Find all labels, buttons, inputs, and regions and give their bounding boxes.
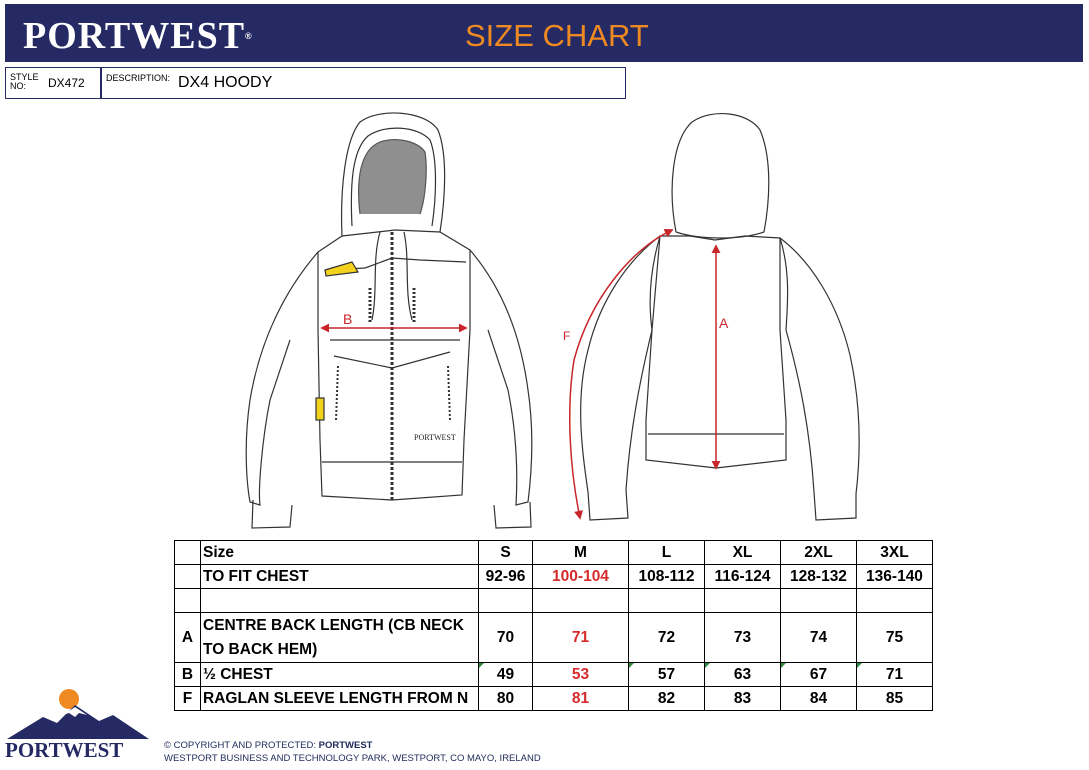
size-m: M — [533, 541, 629, 565]
description-box — [101, 67, 626, 99]
table-cell: 92-96 — [479, 565, 533, 589]
table-row — [175, 663, 933, 687]
style-number-value: DX472 — [48, 76, 85, 90]
table-cell — [479, 589, 533, 613]
table-cell: 81 — [533, 687, 629, 711]
row-label: RAGLAN SLEEVE LENGTH FROM N — [201, 687, 479, 711]
page-title: SIZE CHART — [465, 18, 649, 53]
table-cell: 80 — [479, 687, 533, 711]
table-cell: 136-140 — [857, 565, 933, 589]
table-cell: 71 — [533, 613, 629, 663]
table-cell: 53 — [533, 663, 629, 687]
table-cell: 49 — [479, 663, 533, 687]
table-cell — [629, 589, 705, 613]
address-line: WESTPORT BUSINESS AND TECHNOLOGY PARK, WESTPORT, CO MAYO, IRELAND — [164, 753, 541, 764]
copyright-line: © COPYRIGHT AND PROTECTED: PORTWEST — [164, 740, 373, 751]
size-3xl: 3XL — [857, 541, 933, 565]
size-l: L — [629, 541, 705, 565]
measure-a-label: A — [719, 315, 729, 331]
table-cell: 57 — [629, 663, 705, 687]
row-label: CENTRE BACK LENGTH (CB NECK TO BACK HEM) — [201, 613, 479, 663]
table-cell — [175, 541, 201, 565]
table-cell: 67 — [781, 663, 857, 687]
table-cell: 63 — [705, 663, 781, 687]
size-header: Size — [201, 541, 479, 565]
table-row — [175, 589, 933, 613]
table-cell: 100-104 — [533, 565, 629, 589]
measure-f-label: F — [563, 329, 571, 343]
footer-logo — [3, 687, 153, 765]
table-cell: 70 — [479, 613, 533, 663]
table-cell — [705, 589, 781, 613]
footer-logo-text: PORTWEST — [5, 738, 124, 762]
table-cell: 83 — [705, 687, 781, 711]
row-code: A — [175, 613, 201, 663]
style-number-label: STYLE NO: — [10, 72, 39, 91]
table-cell — [857, 589, 933, 613]
row-code: F — [175, 687, 201, 711]
front-brand-label: PORTWEST — [414, 433, 456, 442]
front-view — [246, 113, 532, 528]
table-cell: 74 — [781, 613, 857, 663]
header-bar — [5, 4, 1083, 62]
table-cell — [781, 589, 857, 613]
size-2xl: 2XL — [781, 541, 857, 565]
table-cell: 128-132 — [781, 565, 857, 589]
garment-diagram — [0, 100, 1089, 540]
table-cell: 71 — [857, 663, 933, 687]
table-cell: 72 — [629, 613, 705, 663]
table-cell: 84 — [781, 687, 857, 711]
description-value: DX4 HOODY — [178, 74, 273, 91]
fit-chest-label: TO FIT CHEST — [201, 565, 479, 589]
table-cell: 82 — [629, 687, 705, 711]
footer-text — [164, 739, 541, 765]
size-s: S — [479, 541, 533, 565]
table-cell: 85 — [857, 687, 933, 711]
table-cell: 108-112 — [629, 565, 705, 589]
table-cell — [201, 589, 479, 613]
table-cell — [175, 565, 201, 589]
row-label: ½ CHEST — [201, 663, 479, 687]
table-cell: 116-124 — [705, 565, 781, 589]
size-xl: XL — [705, 541, 781, 565]
table-row — [175, 687, 933, 711]
description-label: DESCRIPTION: — [106, 73, 171, 83]
style-number-box — [5, 67, 101, 99]
table-row — [175, 565, 933, 589]
brand-logo: PORTWEST® — [23, 15, 253, 57]
table-row — [175, 613, 933, 663]
table-cell — [175, 589, 201, 613]
table-cell: 75 — [857, 613, 933, 663]
size-table — [174, 540, 933, 711]
measure-b-label: B — [343, 311, 353, 327]
table-cell: 73 — [705, 613, 781, 663]
row-code: B — [175, 663, 201, 687]
table-header-row — [175, 541, 933, 565]
table-cell — [533, 589, 629, 613]
